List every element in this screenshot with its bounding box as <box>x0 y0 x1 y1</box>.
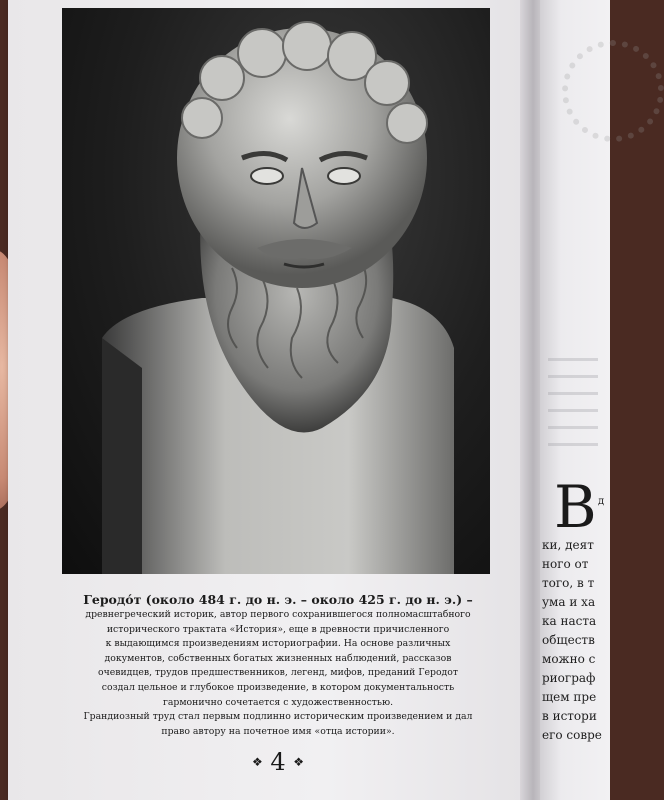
caption-line: создал цельное и глубокое произведение, в котором документальность <box>101 681 455 693</box>
bleed-through-text <box>548 358 598 460</box>
right-line: обществ <box>542 633 595 647</box>
caption-line: право автору на почетное имя «отца истории». <box>161 725 395 737</box>
dropcap-side-letter: д <box>598 496 605 507</box>
right-line: риограф <box>542 671 596 685</box>
caption-line: гармонично сочетается с художественностью. <box>162 696 394 708</box>
right-line: ума и ха <box>542 595 596 609</box>
page-number-value: 4 <box>270 748 286 776</box>
herodotus-bust-photo <box>62 8 490 574</box>
right-line: ка наста <box>542 614 597 628</box>
caption-line: исторического трактата «История», еще в древности причисленного <box>106 623 450 635</box>
page-number <box>233 748 323 776</box>
caption-line: очевидцев, трудов предшественников, легенд, мифов, преданий Геродот <box>97 667 459 679</box>
faded-ornament <box>562 40 664 142</box>
right-line: его совре <box>542 728 602 742</box>
caption-line: древнегреческий историк, автор первого сохранившегося полномасштабного <box>85 609 471 620</box>
caption <box>58 592 498 739</box>
right-line: ного от <box>542 557 589 571</box>
caption-title: Геродо́т (около 484 г. до н. э. – около 425 г. до н. э.) – <box>83 592 473 607</box>
right-line: того, в т <box>542 576 595 590</box>
right-line: в истори <box>542 709 597 723</box>
ornament-left-icon: ❖ <box>251 755 263 769</box>
caption-line: к выдающимся произведениям историографии. На основе различных <box>105 638 451 650</box>
ornament-right-icon: ❖ <box>293 755 305 769</box>
caption-line: Грандиозный труд стал первым подлинно историческим произведением и дал <box>83 711 473 723</box>
right-page <box>540 0 610 800</box>
dropcap-letter: В <box>554 473 597 541</box>
right-line: ки, деят <box>542 538 594 552</box>
caption-line: документов, собственных богатых жизненных наблюдений, рассказов <box>104 652 452 664</box>
right-page-text <box>542 536 602 745</box>
right-line: можно с <box>542 652 596 666</box>
right-line: щем пре <box>542 690 597 704</box>
